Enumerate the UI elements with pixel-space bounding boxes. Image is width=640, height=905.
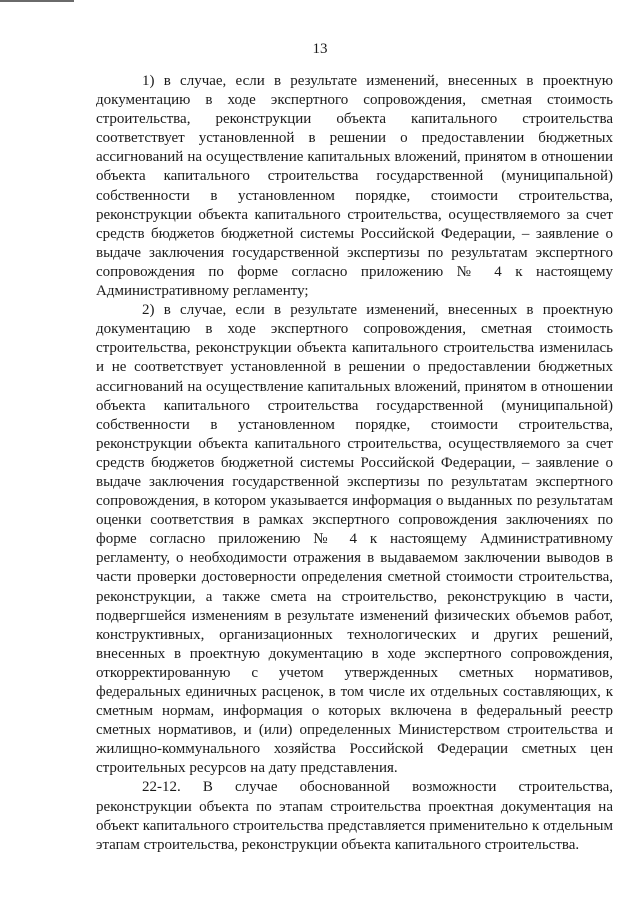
page-number: 13 [312, 41, 328, 57]
paragraph-item-1: 1) в случае, если в результате изменений, внесенных в проектную документацию в ходе экспертного сопровождения, сметная стоимость строительства, реконструкции объекта капитального строительства соответствует установленной в решении о предоставлении бюджетных ассигнований на осуществление капитальных вложений, принятом в отношении объекта капитального строительства государственной (муниципальной) собственности в установленном порядке, стоимости строительства, реконструкции объекта капитального строительства, осуществляемого за счет средств бюджетов бюджетной системы Российской Федерации, – заявление о выдаче заключения государственной экспертизы по результатам экспертного сопровождения по форме согласно приложению № 4 к настоящему Административному регламенту; [96, 73, 613, 300]
paragraph-item-2: 2) в случае, если в результате изменений, внесенных в проектную документацию в ходе экспертного сопровождения, сметная стоимость строительства, реконструкции объекта капитального строительства изменилась и не соответствует установленной в решении о предоставлении бюджетных ассигнований на осуществление капитальных вложений, принятом в отношении объекта капитального строительства государственной (муниципальной) собственности в установленном порядке, стоимости строительства, реконструкции объекта капитального строительства, осуществляемого за счет средств бюджетов бюджетной системы Российской Федерации, – заявление о выдаче заключения государственной экспертизы по результатам экспертного сопровождения, в котором указывается информация о выданных по результатам оценки соответствия в рамках экспертного сопровождения заключениях по форме согласно приложению № 4 к настоящему Административному регламенту, о необходимости отражения в выдаваемом заключении выводов в части проверки достоверности определения сметной стоимости строительства, реконструкции, а также смета на строительство, реконструкцию в части, подвергшейся изменениям в результате изменений физических объемов работ, конструктивных, организационных технологических и других решений, внесенных в проектную документацию в ходе экспертного сопровождения, откорректированную с учетом утвержденных сметных нормативов, федеральных единичных расценок, в том числе их отдельных составляющих, к сметным нормам, информация о которых включена в федеральный реестр сметных нормативов, и (или) определенных Министерством строительства и жилищно-коммунального хозяйства Российской Федерации сметных цен строительных ресурсов на дату представления. [96, 302, 613, 777]
document-body [96, 72, 613, 855]
paragraph-22-12: 22-12. В случае обоснованной возможности строительства, реконструкции объекта по этапам строительства проектная документация на объект капитального строительства представляется применительно к отдельным этапам строительства, реконструкции объекта капитального строительства. [96, 779, 613, 853]
header-rule [0, 0, 74, 2]
